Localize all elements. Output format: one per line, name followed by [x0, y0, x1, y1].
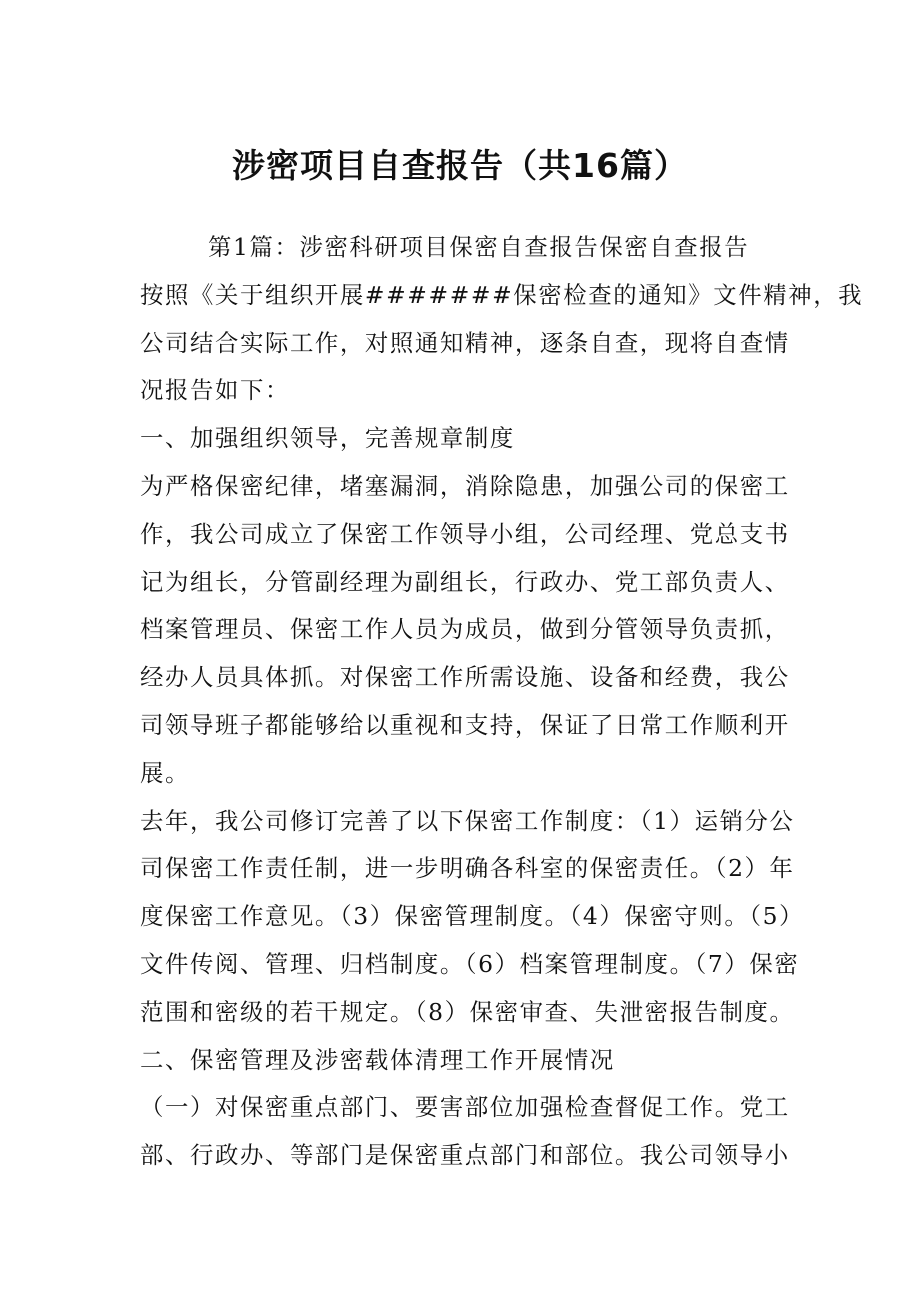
paragraph-line: 况报告如下： — [140, 376, 290, 405]
section-heading: 二、保密管理及涉密载体清理工作开展情况 — [140, 1045, 615, 1074]
paragraph-line: 按照《关于组织开展#######保密检查的通知》文件精神，我 — [140, 280, 864, 309]
paragraph-line: 去年，我公司修订完善了以下保密工作制度：（1）运销分公 — [140, 806, 795, 835]
paragraph-line: 度保密工作意见。（3）保密管理制度。（4）保密守则。（5） — [140, 902, 805, 931]
document-body — [140, 224, 864, 1180]
paragraph-line: 档案管理员、保密工作人员为成员，做到分管领导负责抓， — [140, 615, 790, 644]
paragraph-line: （一）对保密重点部门、要害部位加强检查督促工作。党工 — [140, 1093, 790, 1122]
paragraph-line: 公司结合实际工作，对照通知精神，逐条自查，现将自查情 — [140, 328, 790, 357]
paragraph-line: 为严格保密纪律，堵塞漏洞，消除隐患，加强公司的保密工 — [140, 471, 790, 500]
document-title: 涉密项目自查报告（共16篇） — [232, 146, 688, 185]
paragraph-line: 经办人员具体抓。对保密工作所需设施、设备和经费，我公 — [140, 663, 790, 692]
section-heading: 一、加强组织领导，完善规章制度 — [140, 424, 515, 453]
paragraph-line: 司领导班子都能够给以重视和支持，保证了日常工作顺利开 — [140, 710, 790, 739]
paragraph-line: 作，我公司成立了保密工作领导小组，公司经理、党总支书 — [140, 519, 790, 548]
paragraph-line: 文件传阅、管理、归档制度。（6）档案管理制度。（7）保密 — [140, 949, 800, 978]
paragraph-line: 部、行政办、等部门是保密重点部门和部位。我公司领导小 — [140, 1141, 790, 1170]
paragraph-line: 展。 — [140, 758, 190, 787]
paragraph-line: 记为组长，分管副经理为副组长，行政办、党工部负责人、 — [140, 567, 790, 596]
section-heading: 第1篇：涉密科研项目保密自查报告保密自查报告 — [208, 233, 750, 261]
paragraph-line: 司保密工作责任制，进一步明确各科室的保密责任。（2）年 — [140, 854, 795, 883]
paragraph-line: 范围和密级的若干规定。（8）保密审查、失泄密报告制度。 — [140, 997, 795, 1026]
